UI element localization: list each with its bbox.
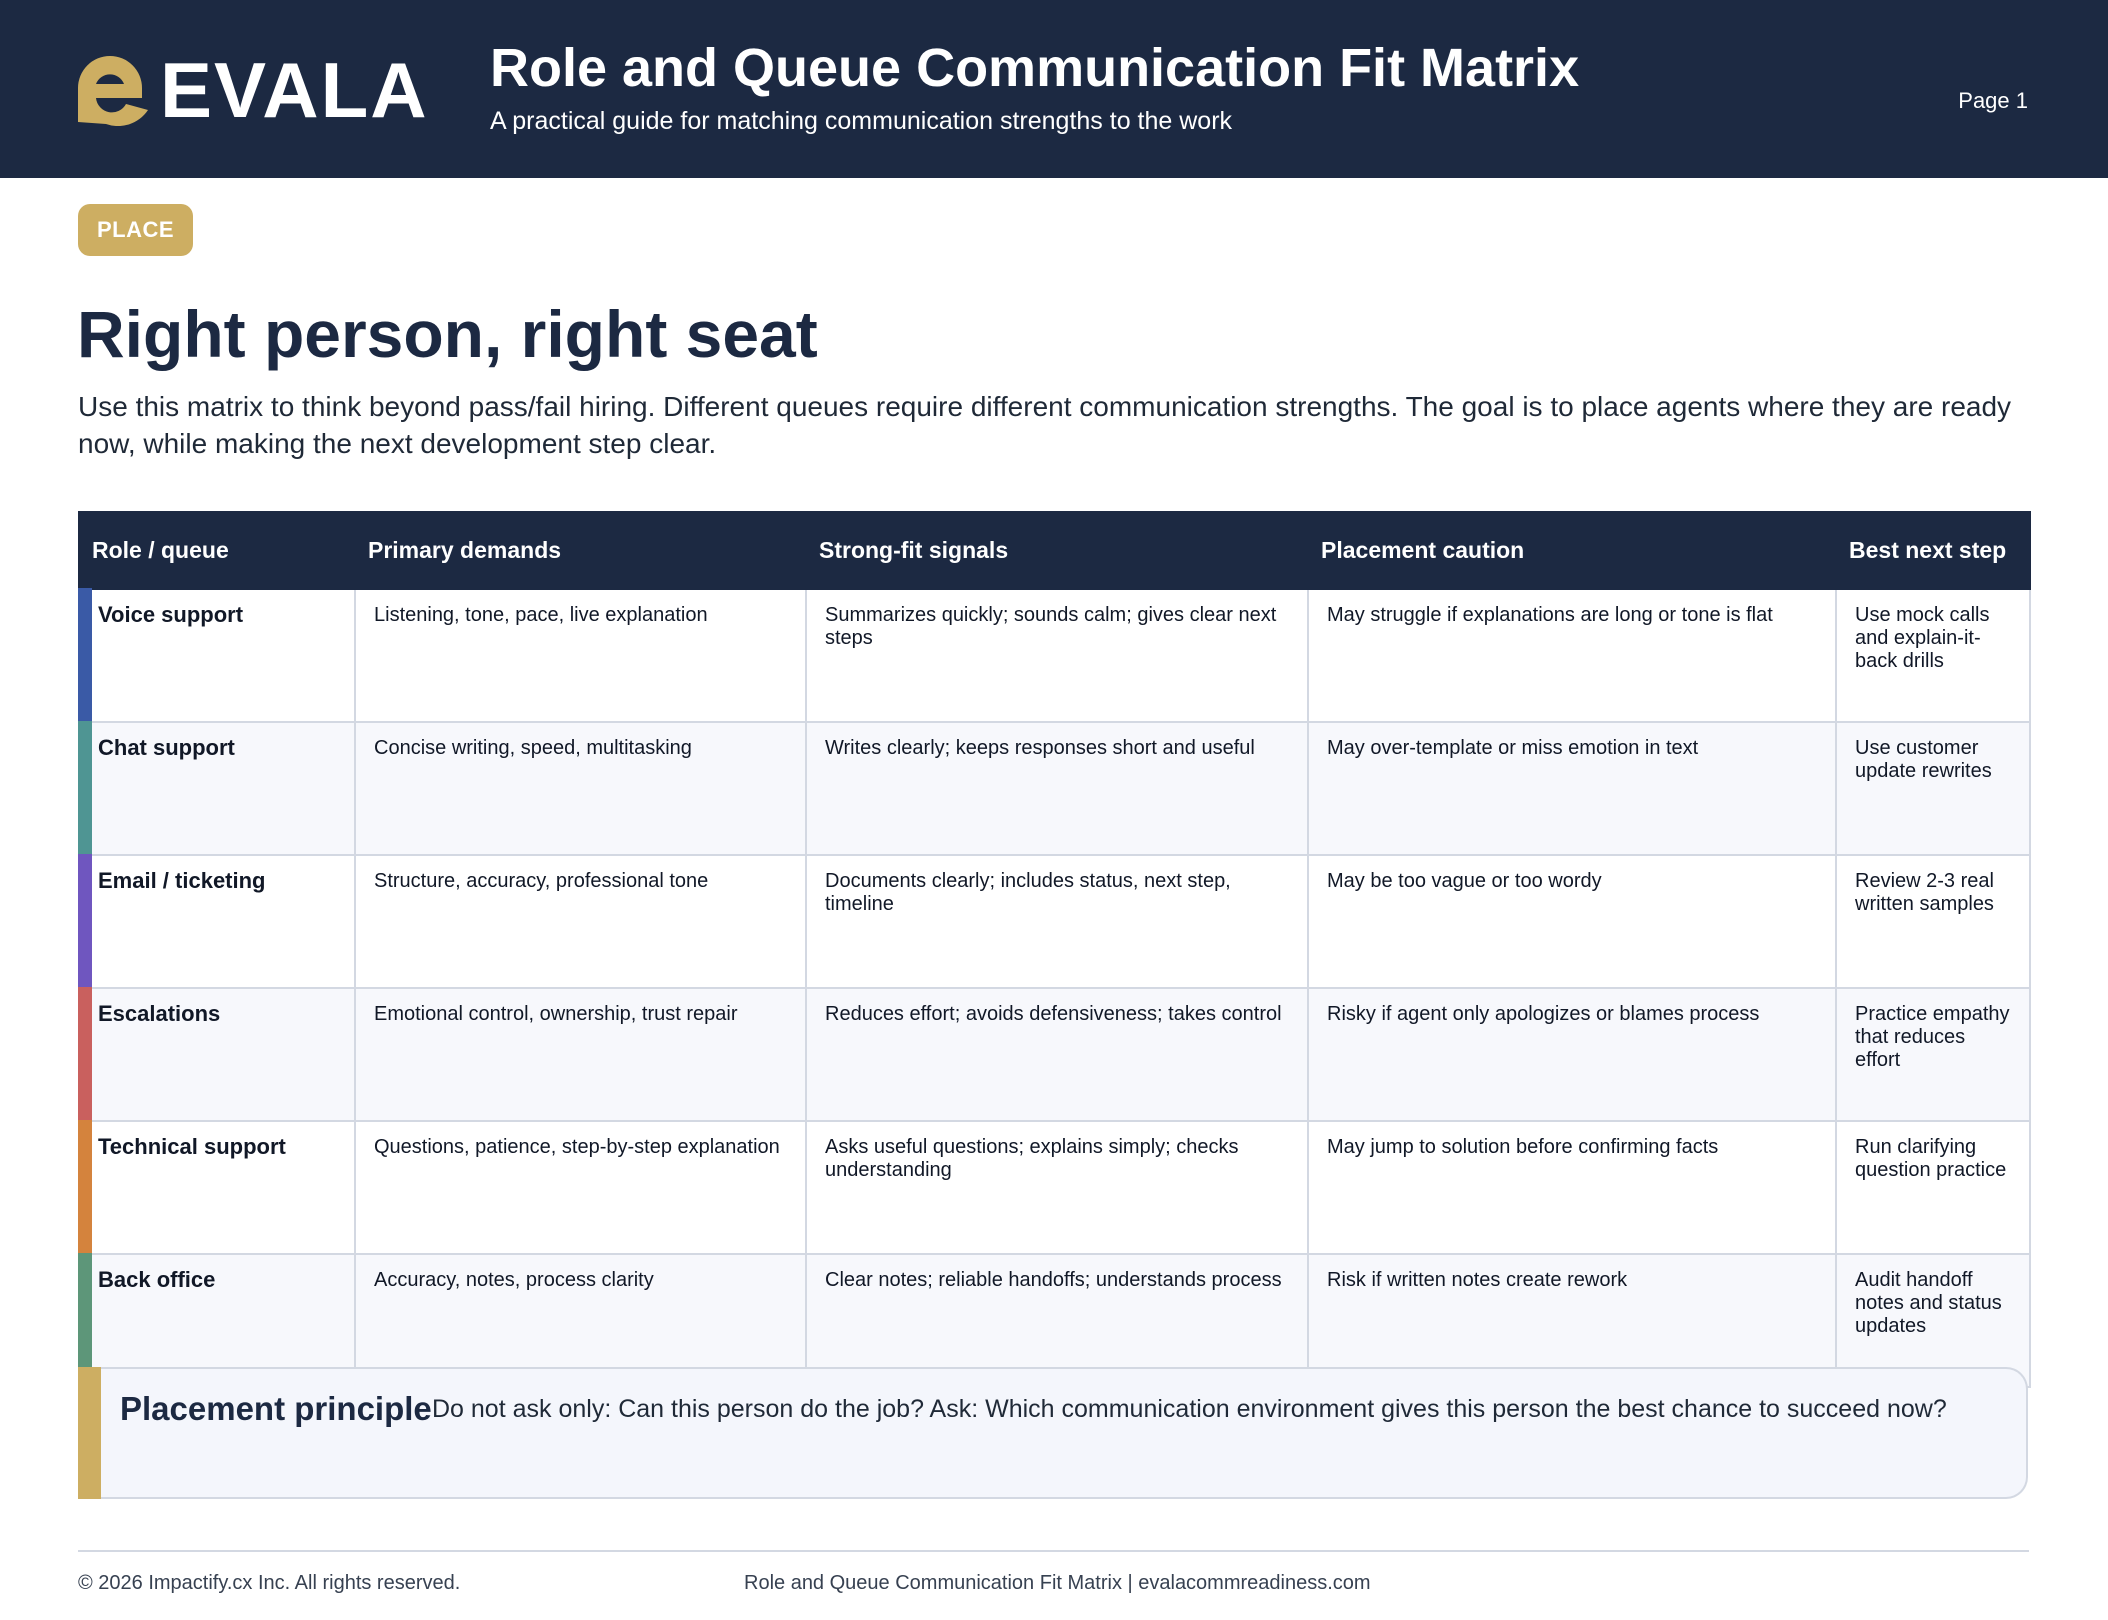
signals-cell: Asks useful questions; explains simply; checks understanding bbox=[806, 1121, 1308, 1254]
signals-cell: Writes clearly; keeps responses short and useful bbox=[806, 722, 1308, 855]
demands-cell: Emotional control, ownership, trust repair bbox=[355, 988, 806, 1121]
role-label: Technical support bbox=[98, 1134, 286, 1159]
caution-cell: Risky if agent only apologizes or blames process bbox=[1308, 988, 1836, 1121]
callout-title: Placement principle bbox=[120, 1390, 432, 1427]
signals-cell: Documents clearly; includes status, next step, timeline bbox=[806, 855, 1308, 988]
signals-cell: Reduces effort; avoids defensiveness; takes control bbox=[806, 988, 1308, 1121]
role-cell bbox=[79, 1121, 355, 1254]
column-header: Best next step bbox=[1836, 512, 2030, 589]
demands-cell: Listening, tone, pace, live explanation bbox=[355, 589, 806, 722]
table-header-row bbox=[79, 512, 2030, 589]
caution-cell: May over-template or miss emotion in text bbox=[1308, 722, 1836, 855]
intro-paragraph: Use this matrix to think beyond pass/fail hiring. Different queues require different communication strengths. The goal is to place agents where they are ready now, while making the next development step clear. bbox=[78, 391, 2012, 459]
footer-divider bbox=[78, 1550, 2029, 1552]
page-number: Page 1 bbox=[1958, 88, 2028, 113]
next-step-cell: Use mock calls and explain-it-back drills bbox=[1836, 589, 2030, 722]
document-subtitle: A practical guide for matching communication strengths to the work bbox=[490, 107, 1233, 135]
role-label: Back office bbox=[98, 1267, 216, 1292]
next-step-cell: Practice empathy that reduces effort bbox=[1836, 988, 2030, 1121]
document-title: Role and Queue Communication Fit Matrix bbox=[490, 38, 1580, 98]
section-badge: PLACE bbox=[78, 204, 193, 256]
caution-cell: May jump to solution before confirming facts bbox=[1308, 1121, 1836, 1254]
role-cell bbox=[79, 988, 355, 1121]
role-accent-stripe bbox=[78, 721, 92, 856]
role-label: Voice support bbox=[98, 602, 244, 627]
next-step-cell: Review 2-3 real written samples bbox=[1836, 855, 2030, 988]
column-header: Primary demands bbox=[355, 512, 806, 589]
table-row bbox=[79, 988, 2030, 1121]
next-step-cell: Audit handoff notes and status updates bbox=[1836, 1254, 2030, 1387]
section-headline: Right person, right seat bbox=[77, 297, 818, 371]
callout-text: Do not ask only: Can this person do the job? Ask: Which communication environment gives this person the best chance to succeed now? bbox=[432, 1395, 1947, 1423]
role-accent-stripe bbox=[78, 987, 92, 1122]
table-row bbox=[79, 1121, 2030, 1254]
next-step-cell: Run clarifying question practice bbox=[1836, 1121, 2030, 1254]
demands-cell: Structure, accuracy, professional tone bbox=[355, 855, 806, 988]
caution-cell: Risk if written notes create rework bbox=[1308, 1254, 1836, 1387]
table-row bbox=[79, 722, 2030, 855]
demands-cell: Concise writing, speed, multitasking bbox=[355, 722, 806, 855]
column-header: Role / queue bbox=[79, 512, 355, 589]
signals-cell: Clear notes; reliable handoffs; understands process bbox=[806, 1254, 1308, 1387]
caution-cell: May be too vague or too wordy bbox=[1308, 855, 1836, 988]
role-label: Email / ticketing bbox=[98, 868, 266, 893]
footer-copyright: © 2026 Impactify.cx Inc. All rights reserved. bbox=[78, 1572, 461, 1594]
evala-logo-mark-icon bbox=[78, 56, 150, 126]
role-cell bbox=[79, 722, 355, 855]
table-row bbox=[79, 855, 2030, 988]
demands-cell: Accuracy, notes, process clarity bbox=[355, 1254, 806, 1387]
role-accent-stripe bbox=[78, 854, 92, 989]
role-cell bbox=[79, 855, 355, 988]
role-label: Chat support bbox=[98, 735, 235, 760]
placement-principle-callout bbox=[78, 1367, 2028, 1499]
signals-cell: Summarizes quickly; sounds calm; gives clear next steps bbox=[806, 589, 1308, 722]
footer-document-info: Role and Queue Communication Fit Matrix | evalacommreadiness.com bbox=[744, 1572, 1371, 1594]
caution-cell: May struggle if explanations are long or tone is flat bbox=[1308, 589, 1836, 722]
demands-cell: Questions, patience, step-by-step explanation bbox=[355, 1121, 806, 1254]
column-header: Strong-fit signals bbox=[806, 512, 1308, 589]
column-header: Placement caution bbox=[1308, 512, 1836, 589]
logo-wordmark: EVALA bbox=[160, 46, 429, 134]
role-accent-stripe bbox=[78, 1120, 92, 1255]
next-step-cell: Use customer update rewrites bbox=[1836, 722, 2030, 855]
table-row bbox=[79, 589, 2030, 722]
role-cell bbox=[79, 589, 355, 722]
callout-accent-bar bbox=[78, 1367, 101, 1499]
header-banner bbox=[0, 0, 2108, 178]
role-label: Escalations bbox=[98, 1001, 221, 1026]
role-accent-stripe bbox=[78, 588, 92, 723]
fit-matrix-table bbox=[78, 511, 2031, 1388]
